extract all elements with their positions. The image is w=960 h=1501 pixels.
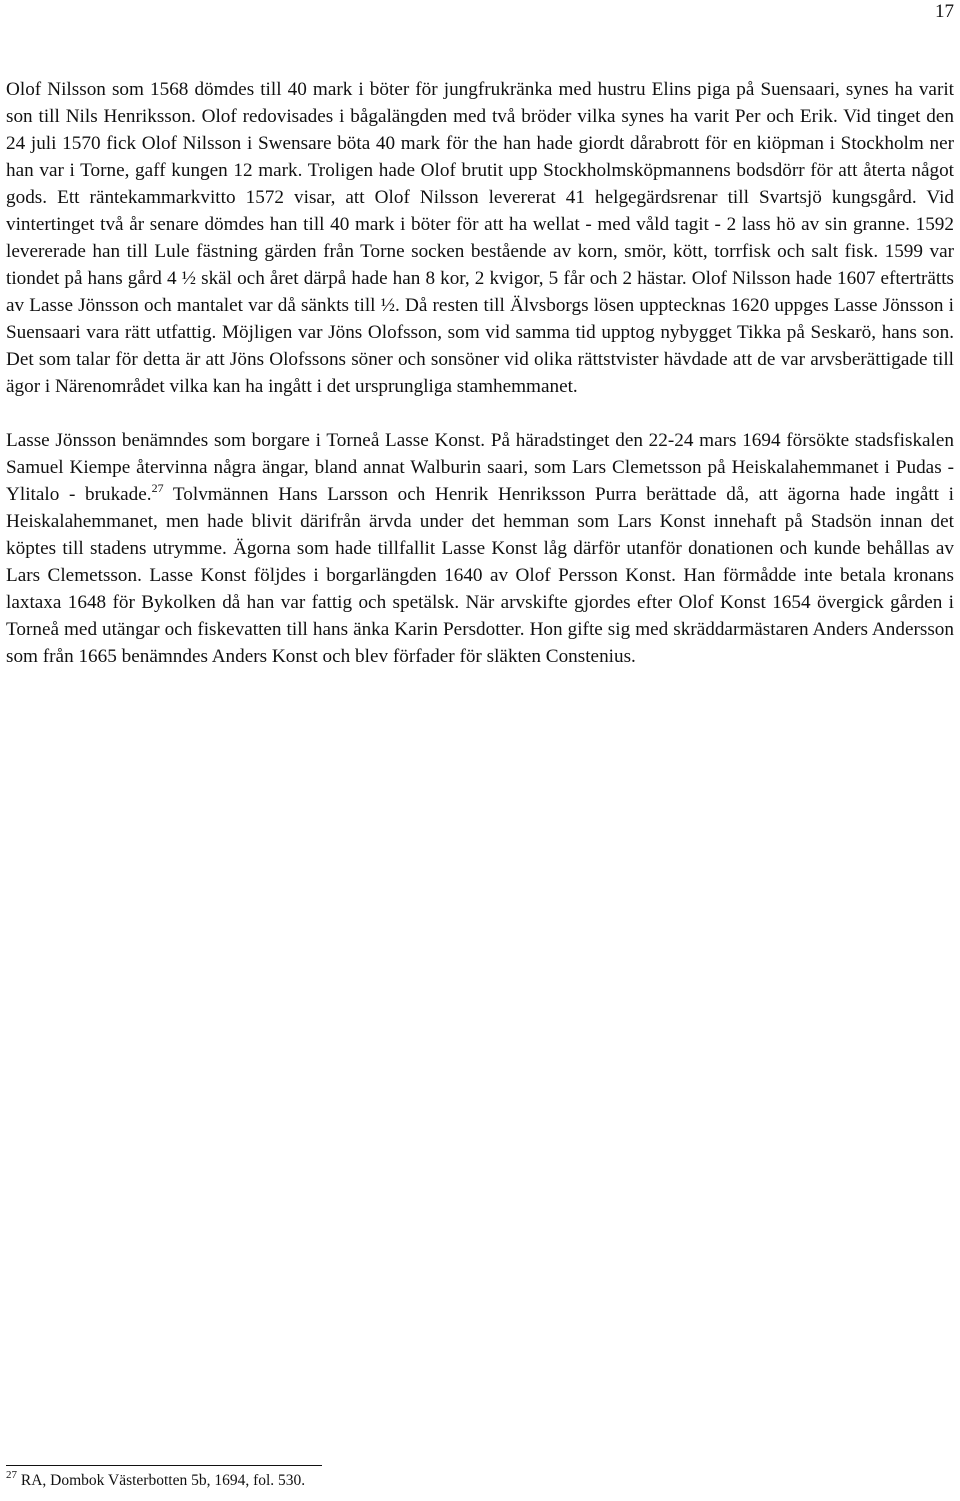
page-number: 17 — [935, 1, 954, 22]
paragraph-text-after-note: Tolvmännen Hans Larsson och Henrik Henriksson Purra berättade då, att ägorna hade ingått i Heiskalahemmanet, men hade blivit därifrån ärvda under det hemman som Lars Konst innehaft på Stadsön innan det köptes till stadens utrymme. Ägorna som hade tillfallit Lasse Konst låg därför utanför donationen och kunde behållas av Lars Clemetsson. Lasse Konst följdes i borgarlängden 1640 av Olof Persson Konst. Han förmådde inte betala kronans laxtaxa 1648 för Bykolken då han var fattig och spetälsk. När arvskifte gjordes efter Olof Konst 1654 övergick gården i Torneå med utängar och fiskevatten till hans änka Karin Persdotter. Hon gifte sig med skräddarmästaren Anders Andersson som från 1665 benämndes Anders Konst och blev förfader för släkten Constenius. — [6, 484, 954, 667]
footnote-reference[interactable]: 27 — [151, 481, 164, 495]
paragraph-lasse-jonsson — [6, 427, 954, 670]
footnote — [6, 1470, 305, 1492]
footnote-separator — [6, 1465, 322, 1466]
paragraph-olof-nilsson — [6, 76, 954, 400]
body-text — [6, 76, 954, 697]
paragraph-text-before-note: Lasse Jönsson benämndes som borgare i Torneå Lasse Konst. På häradstinget den 22-24 mars 1694 försökte stadsfiskalen Samuel Kiempe återvinna några ängar, bland annat Walburin saari, som Lars Clemetsson på Heiskalahemmanet i Pudas - Ylitalo - brukade. — [6, 430, 954, 505]
footnote-marker: 27 — [6, 1469, 17, 1481]
paragraph-text: Olof Nilsson som 1568 dömdes till 40 mark i böter för jungfrukränka med hustru Elins piga på Suensaari, synes ha varit son till Nils Henriksson. Olof redovisades i bågalängden med två bröder vilka synes ha varit Per och Erik. Vid tinget den 24 juli 1570 fick Olof Nilsson i Swensare böta 40 mark för the han hade giordt dårabrott för en kiöpman i Stockholm ner han var i Torne, gaff kungen 12 mark. Troligen hade Olof brutit upp Stockholmsköpmannens bodsdörr för att återta något gods. Ett räntekammarkvitto 1572 visar, att Olof Nilsson levererat 41 helgegärdsrenar till Svartsjö kungsgård. Vid vintertinget två år senare dömdes han till 40 mark i böter för att ha wellat - med våld tagit - 2 lass hö av sin granne. 1592 levererade han till Lule fästning gärden från Torne socken bestående av korn, smör, kött, torrfisk och salt fisk. 1599 var tiondet på hans gård 4 ½ skäl och året därpå hade han 8 kor, 2 kvigor, 5 får och 2 hästar. Olof Nilsson hade 1607 efterträtts av Lasse Jönsson och mantalet var då sänkts till ½. Då resten till Älvsborgs lösen upptecknas 1620 uppges Lasse Jönsson i Suensaari vara rätt utfattig. Möjligen var Jöns Olofsson, som vid samma tid upptog nybygget Tikka på Seskarö, hans son. Det som talar för detta är att Jöns Olofssons söner och sonsöner vid olika rättstvister hävdade att de var arvsberättigade till ägor i Närenområdet vilka kan ha ingått i det ursprungliga stamhemmanet. — [6, 79, 954, 397]
footnote-text: RA, Dombok Västerbotten 5b, 1694, fol. 530. — [17, 1472, 306, 1489]
